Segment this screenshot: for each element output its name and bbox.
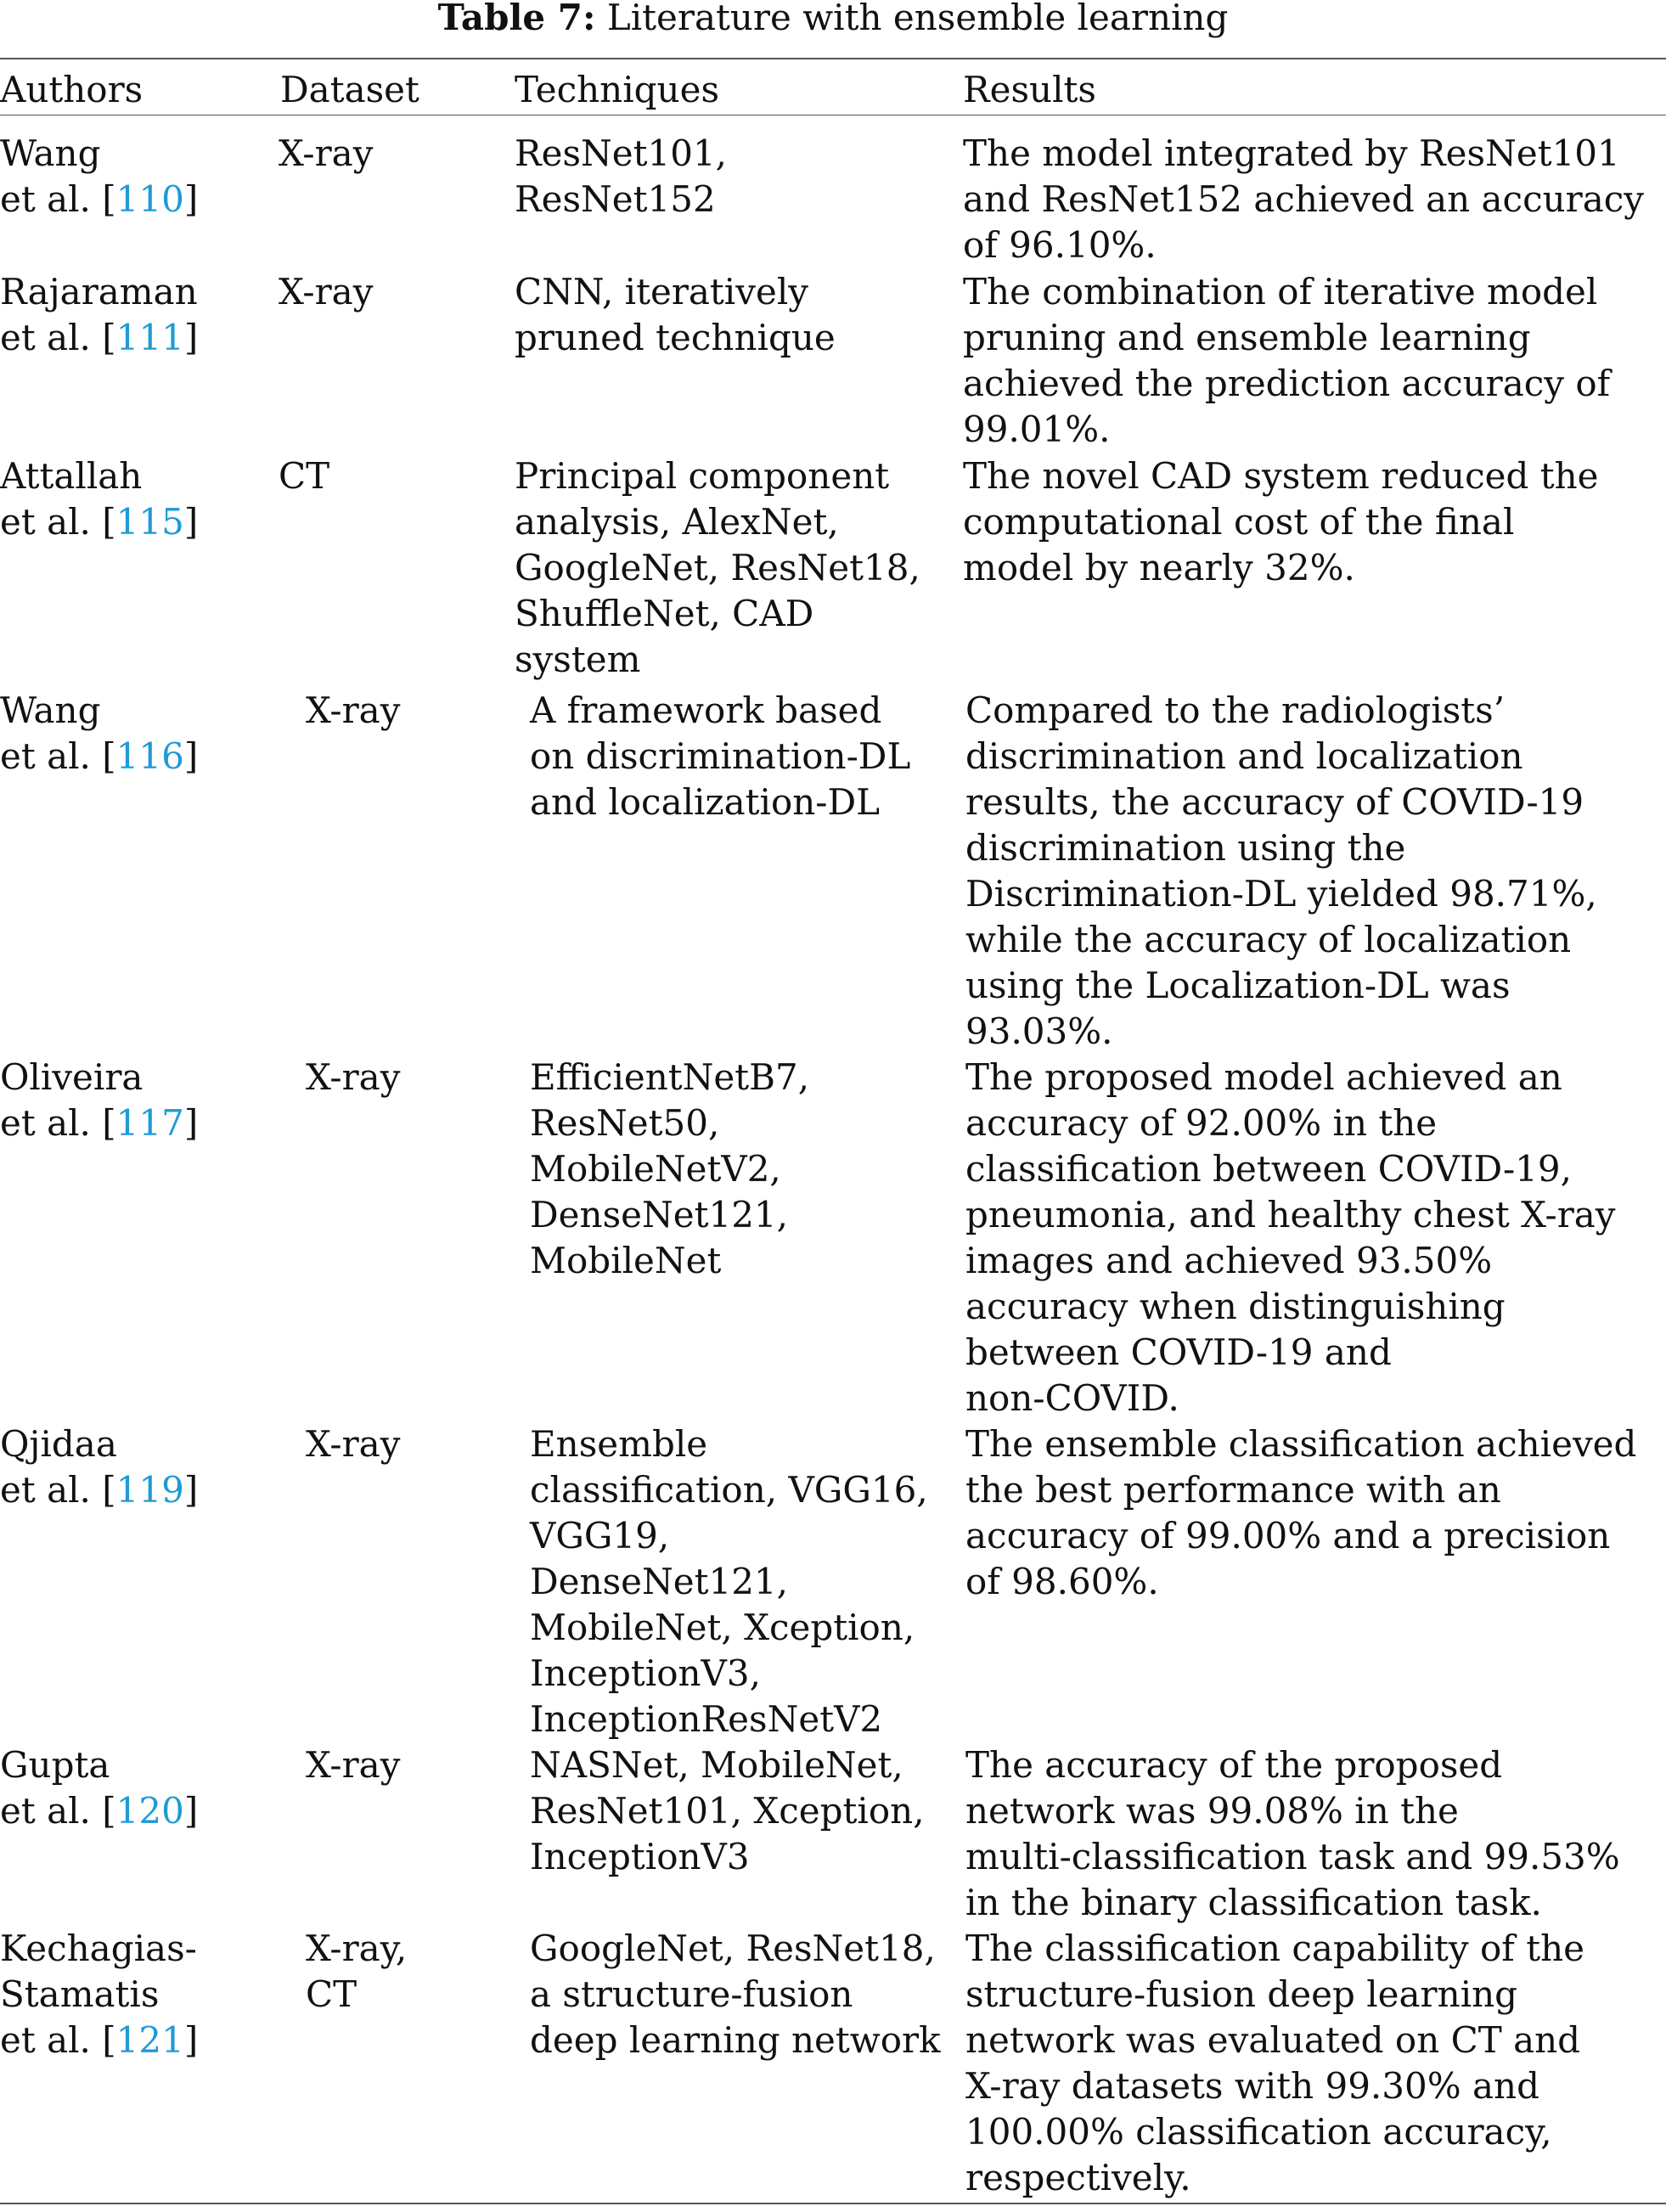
row-4-dataset: X-ray xyxy=(306,689,401,731)
citation-link[interactable]: 115 xyxy=(115,501,184,543)
citation-link[interactable]: 120 xyxy=(115,1790,184,1832)
header-dataset: Dataset xyxy=(280,69,419,110)
row-2-dataset: X-ray xyxy=(279,271,374,312)
row-8-author: Kechagias- Stamatis et al. [121] xyxy=(0,1928,199,2061)
citation-link[interactable]: 111 xyxy=(115,317,184,358)
row-7-dataset: X-ray xyxy=(306,1744,401,1786)
row-2-results: The combination of iterative model pruning and ensemble learning achieved the prediction accuracy of 99.01%. xyxy=(963,271,1611,450)
row-1-techniques: ResNet101, ResNet152 xyxy=(515,132,728,220)
row-2-author: Rajaraman et al. [111] xyxy=(0,271,199,358)
row-8-techniques: GoogleNet, ResNet18, a structure-fusion deep learning network xyxy=(530,1928,941,2061)
row-8-results: The classification capability of the structure-fusion deep learning network was evaluated on CT and X-ray datasets with 99.30% and 100.00% classification accuracy, respectively. xyxy=(965,1928,1584,2198)
row-4-techniques: A framework based on discrimination-DL and localization-DL xyxy=(530,689,911,823)
row-7-techniques: NASNet, MobileNet, ResNet101, Xception, InceptionV3 xyxy=(530,1744,925,1877)
row-7-results: The accuracy of the proposed network was 99.08% in the multi-classification task and 99.53% in the binary classification task. xyxy=(965,1744,1620,1923)
row-5-techniques: EfficientNetB7, ResNet50, MobileNetV2, DenseNet121, MobileNet xyxy=(530,1056,810,1281)
bottom-rule xyxy=(0,2203,1666,2204)
citation-link[interactable]: 116 xyxy=(115,735,184,777)
row-4-results: Compared to the radiologists’ discrimination and localization results, the accuracy of COVID-19 discrimination using the Discrimination-DL yielded 98.71%, while the accuracy of localization using the Localization-DL was 93.03%. xyxy=(965,689,1597,1052)
top-rule xyxy=(0,58,1666,59)
table-caption-text: Literature with ensemble learning xyxy=(606,0,1229,38)
citation-link[interactable]: 119 xyxy=(115,1469,184,1511)
row-6-techniques: Ensemble classification, VGG16, VGG19, DenseNet121, MobileNet, Xception, InceptionV3, InceptionResNetV2 xyxy=(530,1423,928,1740)
row-5-results: The proposed model achieved an accuracy of 92.00% in the classification between COVID-19, pneumonia, and healthy chest X-ray images and achieved 93.50% accuracy when distinguishing between COVID-19 and non-COVID. xyxy=(965,1056,1616,1419)
row-7-author: Gupta et al. [120] xyxy=(0,1744,199,1832)
row-8-dataset: X-ray, CT xyxy=(306,1928,408,2015)
header-authors: Authors xyxy=(0,69,144,110)
citation-link[interactable]: 117 xyxy=(115,1102,184,1144)
row-3-author: Attallah et al. [115] xyxy=(0,455,199,543)
row-4-author: Wang et al. [116] xyxy=(0,689,199,777)
row-6-results: The ensemble classification achieved the best performance with an accuracy of 99.00% and a precision of 98.60%. xyxy=(965,1423,1637,1602)
row-5-dataset: X-ray xyxy=(306,1056,401,1098)
row-3-results: The novel CAD system reduced the computational cost of the final model by nearly 32%. xyxy=(963,455,1599,588)
row-1-dataset: X-ray xyxy=(279,132,374,174)
row-6-author: Qjidaa et al. [119] xyxy=(0,1423,199,1511)
citation-link[interactable]: 110 xyxy=(115,178,184,220)
row-1-author: Wang et al. [110] xyxy=(0,132,199,220)
row-3-dataset: CT xyxy=(279,455,330,497)
table-caption xyxy=(0,0,1666,39)
citation-link[interactable]: 121 xyxy=(115,2019,184,2061)
row-2-techniques: CNN, iteratively pruned technique xyxy=(515,271,836,358)
row-6-dataset: X-ray xyxy=(306,1423,401,1465)
header-techniques: Techniques xyxy=(515,69,720,110)
row-3-techniques: Principal component analysis, AlexNet, GoogleNet, ResNet18, ShuffleNet, CAD system xyxy=(515,455,920,680)
table-caption-label: Table 7: xyxy=(437,0,596,38)
row-5-author: Oliveira et al. [117] xyxy=(0,1056,199,1144)
row-1-results: The model integrated by ResNet101 and ResNet152 achieved an accuracy of 96.10%. xyxy=(963,132,1645,266)
header-results: Results xyxy=(963,69,1096,110)
